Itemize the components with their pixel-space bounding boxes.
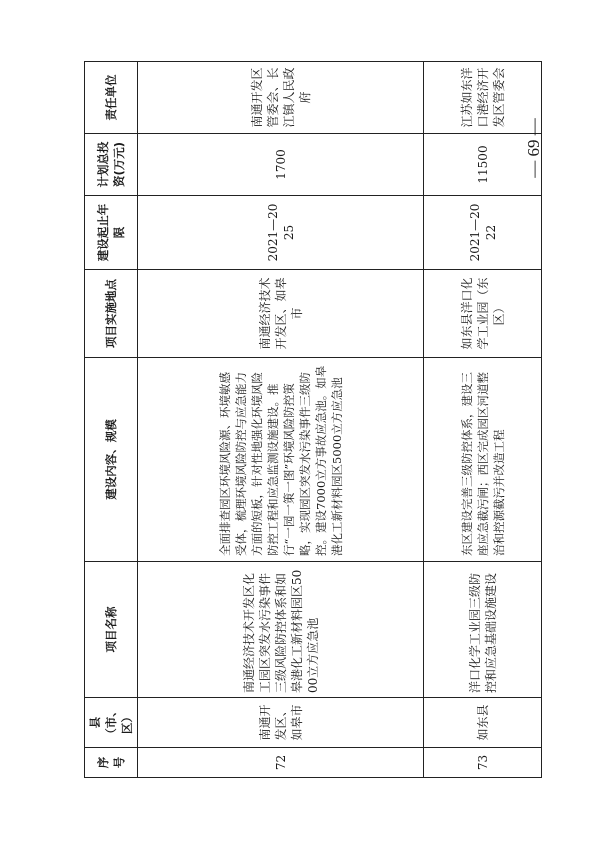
- cell-location: 如东县洋口化学工业园（东区）: [424, 270, 542, 358]
- page-number: — 69 —: [524, 118, 543, 178]
- cell-period: 2021—2025: [138, 196, 424, 270]
- header-content: 建设内容、规模: [85, 358, 138, 562]
- rotated-table-frame: [84, 62, 542, 778]
- cell-content: 全面排查园区环境风险源、环境敏感受体，梳理环境风险防控与应急能力方面的短板，针对性地强化环境风险防控工程和应急监测设施建设。推行“一园一策一图”环境风险防控策略，实现园区突发水污染事件三级防控。建设7000立方事故应急池。如皋港化工新材料园区5000立方应急池: [138, 358, 424, 562]
- header-investment: 计划总投资(万元): [85, 134, 138, 196]
- header-responsible: 责任单位: [85, 62, 138, 134]
- cell-seq: 73: [424, 748, 542, 778]
- cell-responsible: 江苏如东洋口港经济开发区管委会: [424, 62, 542, 134]
- cell-county: 南通开发区、如皋市: [138, 698, 424, 748]
- header-county: 县（市、区）: [85, 698, 138, 748]
- header-name: 项目名称: [85, 562, 138, 698]
- cell-location: 南通经济技术开发区、如皋市: [138, 270, 424, 358]
- page-number-frame: [522, 88, 546, 208]
- cell-responsible: 南通开发区管委会、长江镇人民政府: [138, 62, 424, 134]
- cell-period: 2021—2022: [424, 196, 542, 270]
- project-table: [84, 61, 542, 778]
- cell-name: 洋口化学工业园三级防控和应急基础设施建设: [424, 562, 542, 698]
- table-row: [138, 62, 424, 778]
- table-header-row: [85, 62, 138, 778]
- cell-content: 东区建设完善三级防控体系，建设三座应急截污闸；西区完成园区河道整治和控源截污并改造工程: [424, 358, 542, 562]
- cell-county: 如东县: [424, 698, 542, 748]
- cell-investment: 11500: [424, 134, 542, 196]
- header-seq: 序号: [85, 748, 138, 778]
- cell-investment: 1700: [138, 134, 424, 196]
- cell-seq: 72: [138, 748, 424, 778]
- cell-name: 南通经济技术开发区化工园区突发水污染事件三级风险防控体系和如皋港化工新材料园区5000立方应急池: [138, 562, 424, 698]
- project-table-container: [84, 62, 542, 778]
- header-location: 项目实施地点: [85, 270, 138, 358]
- header-period: 建设起止年限: [85, 196, 138, 270]
